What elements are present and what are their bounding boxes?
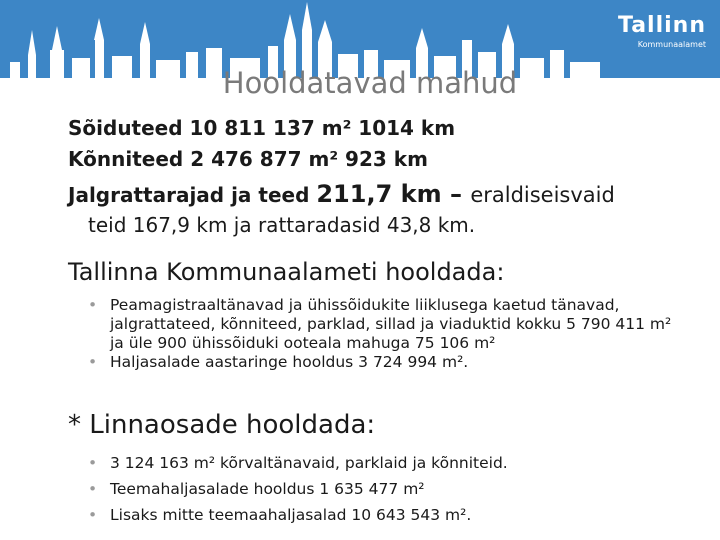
list-item: • Teemahaljasalade hooldus 1 635 477 m² [88,480,688,499]
bike-paths-prefix: Jalgrattarajad ja teed [68,183,317,207]
bike-paths-rest: eraldiseisvaid [470,183,615,207]
list-item: • Peamagistraaltänavad ja ühissõidukite liiklusega kaetud tänavad, jalgrattateed, kõnniteed, parklad, sillad ja viaduktid kokku 5 790 411 m² ja üle 900 ühissõiduki ooteala mahuga 75 106 m² [88,296,688,353]
section2-heading: * Linnaosade hooldada: [68,410,376,440]
section1-heading: Tallinna Kommunaalameti hooldada: [68,258,505,286]
slide-title: Hooldatavad mahud [222,66,518,100]
section2-list [88,454,688,532]
logo-mark: Tallinn [618,13,706,38]
list-item: • Lisaks mitte teemaahaljasalad 10 643 543 m². [88,506,688,525]
section1-list [88,296,688,372]
tallinn-logo [606,14,706,56]
bike-paths-detail: teid 167,9 km ja rattaradasid 43,8 km. [88,213,476,237]
list-item: • 3 124 163 m² kõrvaltänavaid, parklaid ja kõnniteid. [88,454,688,473]
roads-line: Sõiduteed 10 811 137 m² 1014 km [68,116,456,140]
bike-paths-line [68,180,615,208]
logo-text: Kommunaalamet [637,40,706,49]
sidewalks-line: Kõnniteed 2 476 877 m² 923 km [68,147,428,171]
list-item: • Haljasalade aastaringe hooldus 3 724 994 m². [88,353,688,372]
bike-paths-length: 211,7 km – [316,180,471,208]
